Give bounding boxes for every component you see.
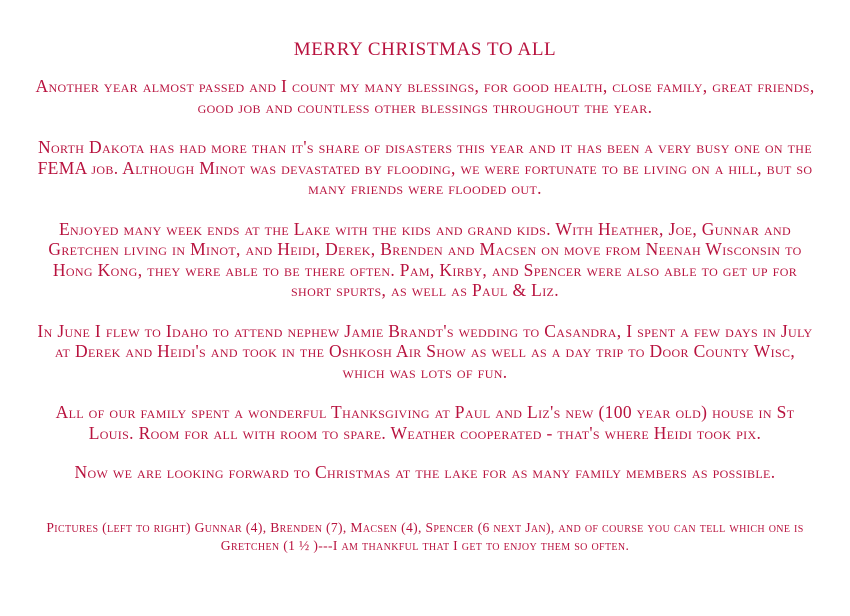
paragraph-thanksgiving: All of our family spent a wonderful Thanksgiving at Paul and Liz's new (100 year old) house in St Louis. Room for all with room to spare. Weather cooperated - that's where Heidi took pix. (55, 402, 795, 443)
paragraph-summer-trips: In June I flew to Idaho to attend nephew Jamie Brandt's wedding to Casandra, I spent a few days in July at Derek and Heidi's and took in the Oshkosh Air Show as well as a day trip to Door County Wisc, which was lots of fun. (37, 320, 813, 382)
pictures-caption: Pictures (left to right) Gunnar (4), Brenden (7), Macsen (4), Spencer (6 next Jan), and of course you can tell which one is Gretchen (1 ½ )---I am thankful that I get to enjoy them so often. (46, 519, 804, 553)
paragraph-christmas-plans: Now we are looking forward to Christmas at the lake for as many family members as possible. (74, 462, 776, 482)
paragraph-blessings: Another year almost passed and I count my many blessings, for good health, close family, great friends, good job and countless other blessings throughout the year. (35, 76, 815, 117)
paragraph-north-dakota: North Dakota has had more than it's share of disasters this year and it has been a very busy one on the FEMA job. Although Minot was devastated by flooding, we were fortunate to be living on a hill, but so many friends were flooded out. (37, 137, 813, 198)
letter-title: MERRY CHRISTMAS TO ALL (293, 39, 557, 60)
paragraph-lake-weekends: Enjoyed many week ends at the Lake with the kids and grand kids. With Heather, Joe, Gunnar and Gretchen living in Minot, and Heidi, Derek, Brenden and Macsen on move from Neenah Wisconsin to Hong Kong, they were able to be there often. Pam, Kirby, and Spencer were also able to get up for short spurts, as well as Paul & Liz. (48, 218, 802, 300)
